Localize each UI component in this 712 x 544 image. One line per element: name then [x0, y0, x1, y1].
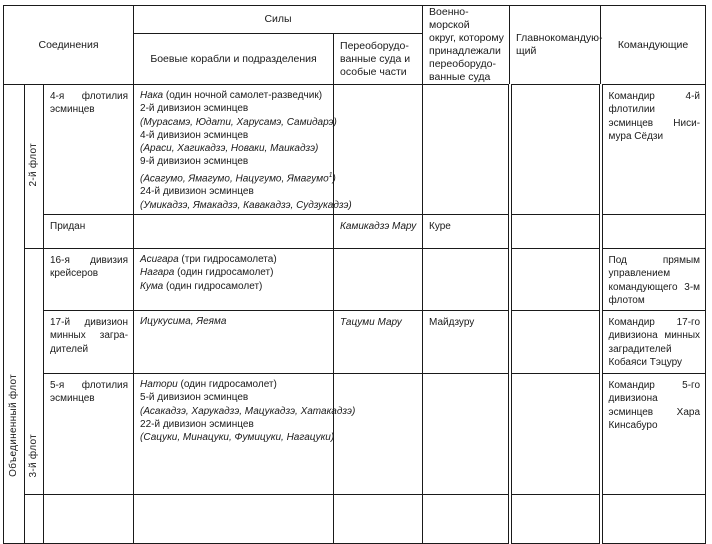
converted-vessels-cell: [334, 249, 423, 311]
commander-in-chief-cell: [510, 249, 601, 311]
ship-line: Асигара (три гидросамолета): [140, 254, 277, 265]
formation-cell: 16-я дивизия крейсеров: [44, 249, 134, 311]
header-glavnokomanduyushchiy: Главнокомандую- щий: [510, 6, 601, 85]
ship-line: Ицукусима, Яеяма: [140, 316, 227, 328]
ship-line: Натори (один гидросамолет): [140, 379, 277, 391]
ship-line: (Сацуки, Минацуки, Фумицуки, Нагацуки): [140, 432, 335, 444]
ship-line: 24-й дивизион эсминцев: [140, 186, 254, 198]
ships-cell: [134, 249, 334, 311]
naval-district-cell: [423, 85, 510, 215]
formation-cell: 17-й дивизион минных заградителей: [44, 311, 134, 374]
formation-cell: 5-я флотилия эсминцев: [44, 374, 134, 495]
ship-line: Камикадзэ Мару: [340, 221, 417, 232]
converted-vessels-cell: [334, 311, 423, 374]
fleet-label-cell: [25, 495, 44, 544]
commander-cell: [601, 495, 706, 544]
ship-line: 2-й дивизион эсминцев: [140, 103, 249, 115]
converted-vessels-cell: [334, 495, 423, 544]
ship-line: (Асагумо, Ямагумо, Нацугумо, Ямагумо$^1$): [140, 171, 336, 185]
commander-cell: [601, 215, 706, 249]
ships-cell: [134, 85, 352, 215]
commander-in-chief-cell: [510, 374, 601, 495]
fleet-organization-table: [3, 5, 706, 544]
ships-cell: [134, 374, 356, 495]
converted-vessels-cell: [334, 85, 423, 215]
header-komanduyushchie: Командующие: [601, 6, 706, 85]
commander-cell: Командир 5-го дивизиона эсминцев Хара Кинсабуро: [601, 374, 706, 495]
ship-line: 4-й дивизион эсминцев: [140, 129, 249, 141]
ship-line: Кума (один гидросамолет): [140, 280, 263, 292]
header-soedineniya: Соединения: [4, 6, 134, 85]
ship-line: Нагара (один гидросамолет): [140, 267, 274, 279]
header-pereoborudovannye-suda: Переоборудо- ванные суда и особые части: [334, 34, 423, 85]
ship-line: 22-й дивизион эсминцев: [140, 419, 254, 431]
header-sily: Силы: [134, 6, 423, 34]
commander-in-chief-cell: [510, 215, 601, 249]
ship-line: (Мурасамэ, Юдати, Харусамэ, Самидарэ): [140, 116, 337, 128]
header-voenno-morskoy-okrug: Военно-морской округ, которому принадлежали переоборудо- ванные суда: [423, 6, 510, 85]
naval-district-cell: [423, 495, 510, 544]
formation-cell: Придан: [44, 215, 134, 249]
ship-line: 5-й дивизион эсминцев: [140, 392, 249, 404]
ships-cell: [134, 311, 334, 374]
naval-district-cell: Майдзуру: [423, 311, 510, 374]
commander-in-chief-cell: [510, 311, 601, 374]
naval-district-cell: [423, 374, 510, 495]
fleet-label-3rd-fleet: 3-й флот: [25, 249, 44, 495]
ship-line: (Асакадзэ, Харукадзэ, Мацукадзэ, Хатакадзэ): [140, 405, 356, 417]
ship-line: (Умикадзэ, Ямакадзэ, Кавакадзэ, Судзукадзэ): [140, 199, 352, 211]
commander-cell: Под прямым управлением командующего 3-м флотом: [601, 249, 706, 311]
formation-cell: 4-я флотилия эсминцев: [44, 85, 134, 215]
ship-line: (Араси, Хагикадзэ, Новаки, Маикадзэ): [140, 143, 319, 155]
naval-district-cell: Куре: [423, 215, 510, 249]
commander-cell: Командир 4-й флотилии эсминцев Нисимура Сёдзи: [601, 85, 706, 215]
formation-cell: [44, 495, 134, 544]
ships-cell: [134, 215, 334, 249]
converted-vessels-cell: [334, 374, 423, 495]
commander-in-chief-cell: [510, 85, 601, 215]
commander-in-chief-cell: [510, 495, 601, 544]
ships-cell: [134, 495, 334, 544]
ship-line: Тацуми Мару: [340, 317, 402, 329]
fleet-label-combined-fleet: Объединенный флот: [4, 85, 25, 544]
header-boevye-korabli: Боевые корабли и подразделения: [134, 34, 334, 85]
commander-cell: Командир 17-го дивизиона минных заградителей Кобаяси Тэцуру: [601, 311, 706, 374]
fleet-label-2nd-fleet: 2-й флот: [25, 85, 44, 249]
naval-district-cell: [423, 249, 510, 311]
ship-line: Нака (один ночной самолет-разведчик): [140, 90, 323, 101]
converted-vessels-cell: [334, 215, 423, 249]
ship-line: 9-й дивизион эсминцев: [140, 156, 249, 168]
